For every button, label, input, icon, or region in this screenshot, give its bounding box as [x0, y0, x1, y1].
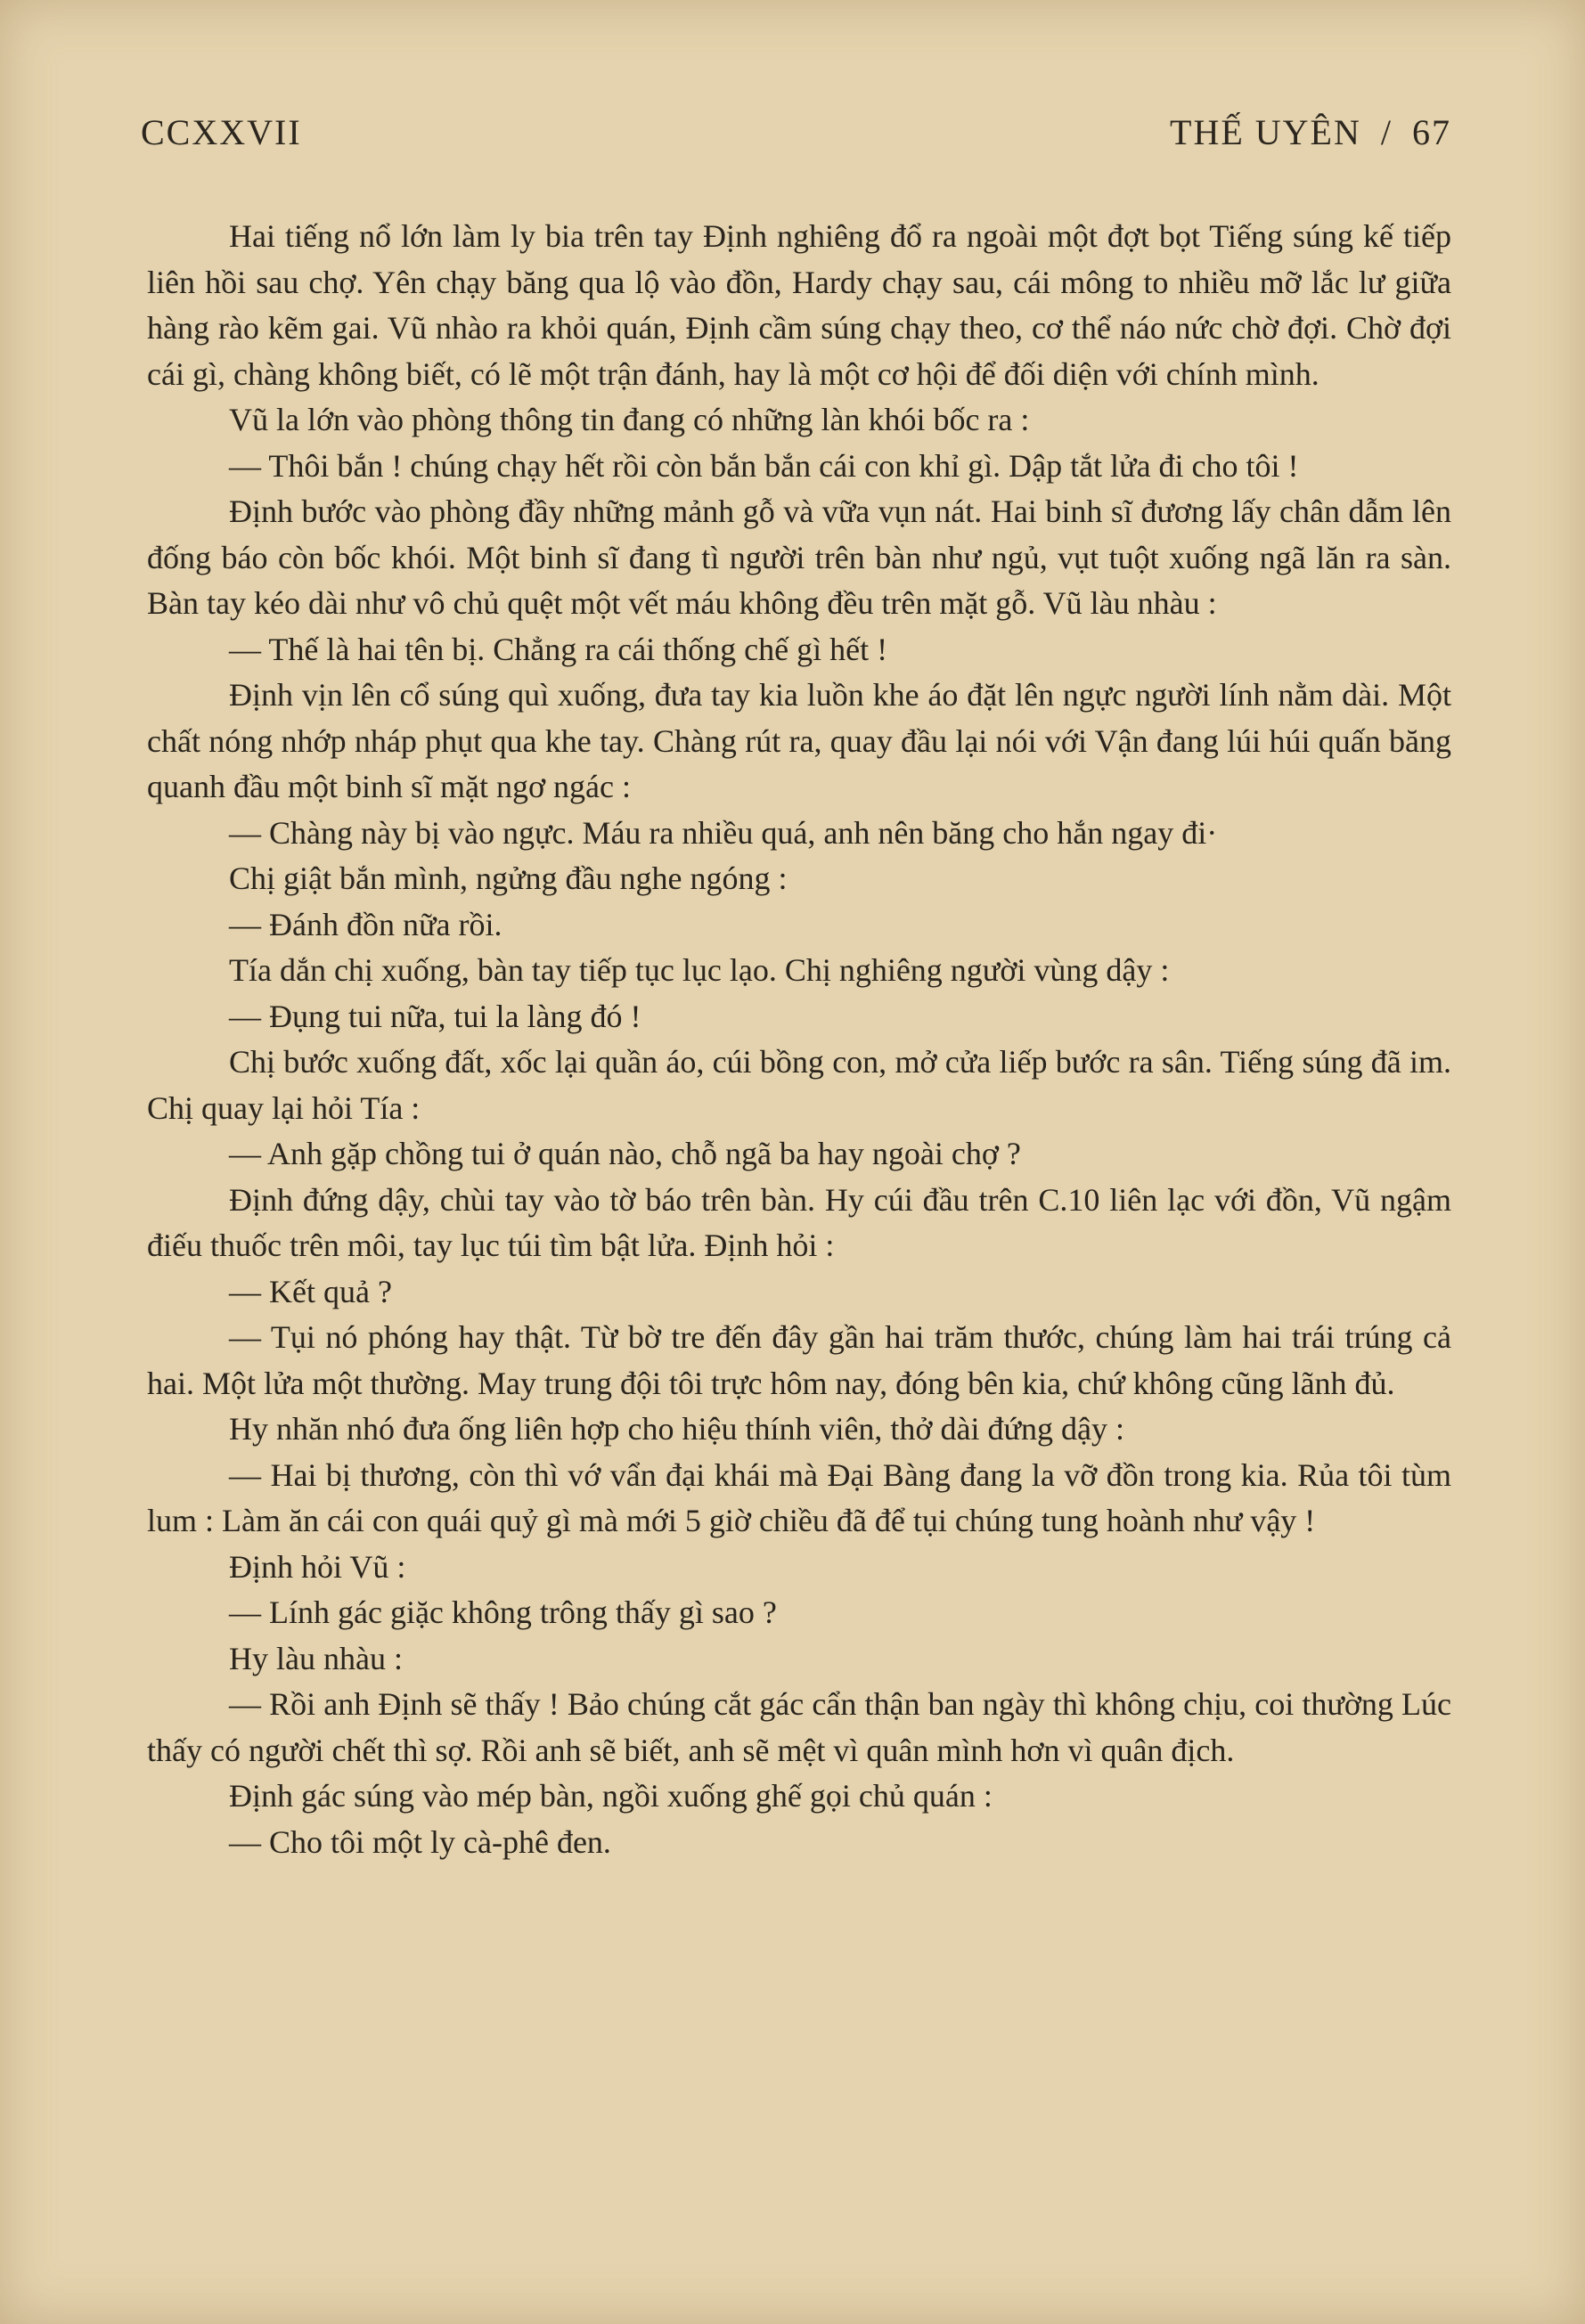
header-separator: /	[1380, 112, 1393, 152]
paragraph: Định hỏi Vũ :	[229, 1548, 406, 1585]
paragraph: Định gác súng vào mép bàn, ngồi xuống ghế gọi chủ quán :	[229, 1778, 993, 1814]
dialogue-line: — Đụng tui nữa, tui la làng đó !	[229, 998, 641, 1034]
dialogue-line: — Rồi anh Định sẽ thấy ! Bảo chúng cắt gác cẩn thận ban ngày thì không chịu, coi thường Lúc thấy có người chết thì sợ. Rồi anh sẽ biết, anh sẽ mệt vì quân mình hơn vì quân địch.	[147, 1686, 1451, 1768]
dialogue-line: — Cho tôi một ly cà-phê đen.	[229, 1823, 611, 1860]
paragraph: Chị bước xuống đất, xốc lại quần áo, cúi bồng con, mở cửa liếp bước ra sân. Tiếng súng đã im. Chị quay lại hỏi Tía :	[147, 1044, 1451, 1126]
paragraph: Định vịn lên cổ súng quì xuống, đưa tay kia luồn khe áo đặt lên ngực người lính nằm dài. Một chất nóng nhớp nháp phụt qua khe tay. Chàng rút ra, quay đầu lại nói với Vận đang lúi húi quấn băng quanh đầu một binh sĩ mặt ngơ ngác :	[147, 677, 1451, 804]
dialogue-line: — Hai bị thương, còn thì vớ vẩn đại khái mà Đại Bàng đang la vỡ đồn trong kia. Rủa tôi tùm lum : Làm ăn cái con quái quỷ gì mà mới 5 giờ chiều đã để tụi chúng tung hoành như vậy !	[147, 1456, 1451, 1538]
dialogue-line: — Lính gác giặc không trông thấy gì sao ?	[229, 1594, 777, 1630]
author-title: THẾ UYÊN	[1170, 112, 1361, 152]
running-title-group	[1170, 111, 1451, 153]
running-header	[141, 111, 1451, 165]
paragraph: Hy làu nhàu :	[229, 1640, 403, 1676]
paragraph: Định bước vào phòng đầy những mảnh gỗ và vữa vụn nát. Hai binh sĩ đương lấy chân dẫm lên đống báo còn bốc khói. Một binh sĩ đang tì người trên bàn như ngủ, vụt tuột xuống ngã lăn ra sàn. Bàn tay kéo dài như vô chủ quệt một vết máu không đều trên mặt gỗ. Vũ làu nhàu :	[147, 493, 1451, 621]
dialogue-line: — Kết quả ?	[229, 1273, 392, 1309]
dialogue-line: — Thôi bắn ! chúng chạy hết rồi còn bắn bắn cái con khỉ gì. Dập tắt lửa đi cho tôi !	[229, 447, 1299, 484]
paragraph: Hai tiếng nổ lớn làm ly bia trên tay Định nghiêng đổ ra ngoài một đợt bọt Tiếng súng kế tiếp liên hồi sau chợ. Yên chạy băng qua lộ vào đồn, Hardy chạy sau, cái mông to nhiều mỡ lắc lư giữa hàng rào kẽm gai. Vũ nhào ra khỏi quán, Định cầm súng chạy theo, cơ thể náo nức chờ đợi. Chờ đợi cái gì, chàng không biết, có lẽ một trận đánh, hay là một cơ hội để đối diện với chính mình.	[147, 218, 1451, 392]
page-body	[147, 214, 1451, 1865]
dialogue-line: — Chàng này bị vào ngực. Máu ra nhiều quá, anh nên băng cho hắn ngay đi·	[229, 814, 1218, 851]
paragraph: Định đứng dậy, chùi tay vào tờ báo trên bàn. Hy cúi đầu trên C.10 liên lạc với đồn, Vũ ngậm điếu thuốc trên môi, tay lục túi tìm bật lửa. Định hỏi :	[147, 1181, 1451, 1263]
chapter-number: CCXXVII	[141, 112, 302, 152]
page-number: 67	[1412, 112, 1451, 152]
paragraph: Tía dắn chị xuống, bàn tay tiếp tục lục lạo. Chị nghiêng người vùng dậy :	[229, 952, 1170, 988]
dialogue-line: — Anh gặp chồng tui ở quán nào, chỗ ngã ba hay ngoài chợ ?	[229, 1136, 1021, 1171]
paragraph: Hy nhăn nhó đưa ống liên hợp cho hiệu thính viên, thở dài đứng dậy :	[229, 1411, 1124, 1447]
paragraph: Chị giật bắn mình, ngửng đầu nghe ngóng :	[229, 860, 788, 896]
dialogue-line: — Tụi nó phóng hay thật. Từ bờ tre đến đây gần hai trăm thước, chúng làm hai trái trúng cả hai. Một lửa một thường. May trung đội tôi trực hôm nay, đóng bên kia, chứ không cũng lãnh đủ.	[147, 1319, 1451, 1401]
paragraph: Vũ la lớn vào phòng thông tin đang có những làn khói bốc ra :	[229, 402, 1030, 437]
dialogue-line: — Thế là hai tên bị. Chẳng ra cái thống chế gì hết !	[229, 631, 888, 667]
dialogue-line: — Đánh đồn nữa rồi.	[229, 906, 502, 942]
